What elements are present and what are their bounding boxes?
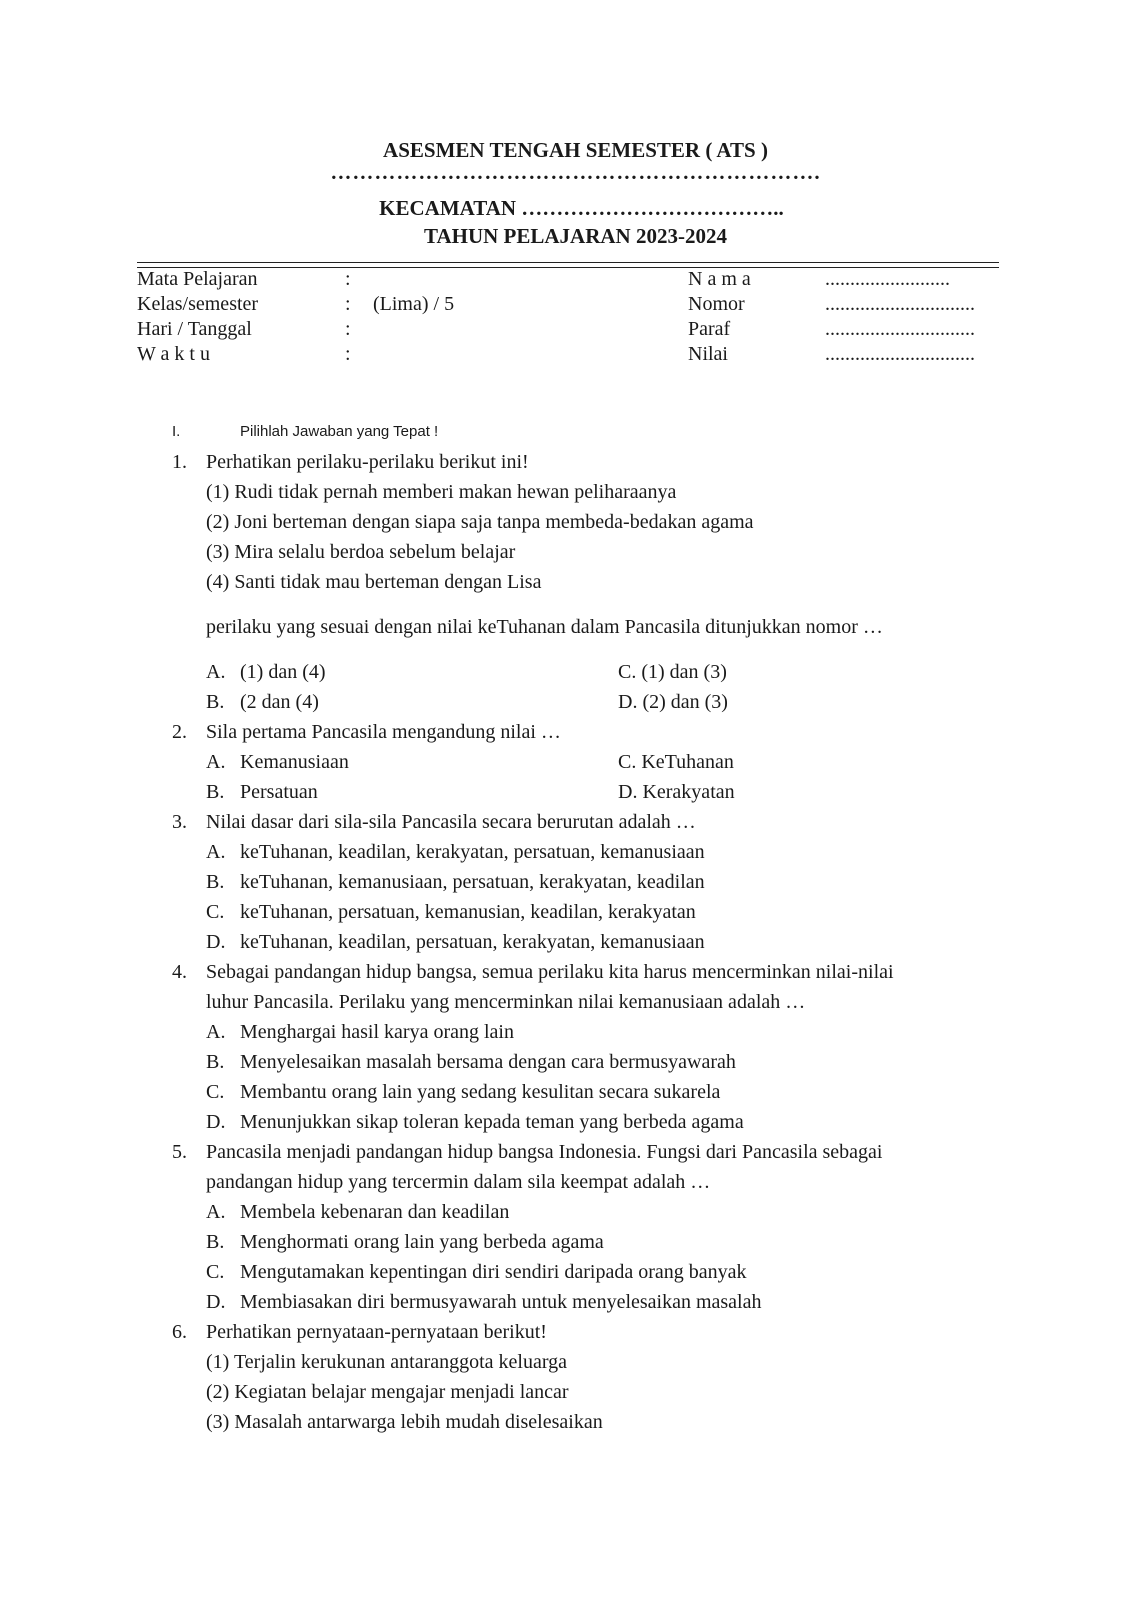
info-label-date: Hari / Tanggal (137, 318, 252, 340)
question-1-option-a: (1) dan (4) (240, 661, 326, 683)
question-6-number: 6. (172, 1321, 187, 1343)
option-text: (2) dan (3) (642, 691, 728, 713)
info-label-name: N a m a (688, 268, 751, 290)
option-letter: D. (206, 1291, 226, 1313)
info-blank-name: ......................... (825, 268, 950, 290)
school-name-blank: …………………………………………………………. (330, 160, 821, 184)
question-1-statement: (2) Joni berteman dengan siapa saja tanpa membeda-bedakan agama (206, 511, 754, 533)
question-5-option-c: Mengutamakan kepentingan diri sendiri daripada orang banyak (240, 1261, 747, 1283)
option-letter: C. (206, 1261, 225, 1283)
question-1-number: 1. (172, 451, 187, 473)
question-1-option-d (618, 689, 728, 715)
info-blank-signature: .............................. (825, 318, 975, 340)
question-3-option-d: keTuhanan, keadilan, persatuan, kerakyatan, kemanusiaan (240, 931, 705, 953)
section-number: I. (172, 423, 181, 440)
question-2-option-b: Persatuan (240, 781, 318, 803)
question-1-statement: (1) Rudi tidak pernah memberi makan hewan peliharaanya (206, 481, 677, 503)
section-title: Pilihlah Jawaban yang Tepat ! (240, 423, 439, 440)
option-letter: C. (206, 1081, 225, 1103)
question-6-statement: (1) Terjalin kerukunan antaranggota keluarga (206, 1351, 568, 1373)
info-blank-score: .............................. (825, 343, 975, 365)
option-letter: D. (206, 1111, 226, 1133)
question-4-option-c: Membantu orang lain yang sedang kesulitan secara sukarela (240, 1081, 721, 1103)
question-1-option-c (618, 659, 727, 685)
question-3-text: Nilai dasar dari sila-sila Pancasila secara berurutan adalah … (206, 811, 696, 833)
option-letter: B. (206, 691, 225, 713)
question-5-text: pandangan hidup yang tercermin dalam sila keempat adalah … (206, 1171, 711, 1193)
question-1-prompt: perilaku yang sesuai dengan nilai keTuhanan dalam Pancasila ditunjukkan nomor … (206, 616, 883, 638)
question-2-option-a: Kemanusiaan (240, 751, 349, 773)
question-6-statement: (3) Masalah antarwarga lebih mudah diselesaikan (206, 1411, 603, 1433)
info-value-class: (Lima) / 5 (373, 293, 455, 315)
option-letter: B. (206, 871, 225, 893)
question-1-statement: (3) Mira selalu berdoa sebelum belajar (206, 541, 516, 563)
question-3-number: 3. (172, 811, 187, 833)
question-1-text: Perhatikan perilaku-perilaku berikut ini! (206, 451, 529, 473)
option-letter: A. (206, 661, 226, 683)
info-label-signature: Paraf (688, 318, 731, 340)
question-4-text: Sebagai pandangan hidup bangsa, semua perilaku kita harus mencerminkan nilai-nilai (206, 961, 894, 983)
question-5-option-d: Membiasakan diri bermusyawarah untuk menyelesaikan masalah (240, 1291, 762, 1313)
option-letter: D. (206, 931, 226, 953)
question-4-text: luhur Pancasila. Perilaku yang mencerminkan nilai kemanusiaan adalah … (206, 991, 806, 1013)
question-1-option-b: (2 dan (4) (240, 691, 319, 713)
option-letter: B. (206, 781, 225, 803)
option-letter: B. (206, 1231, 225, 1253)
info-label-number: Nomor (688, 293, 745, 315)
question-5-option-b: Menghormati orang lain yang berbeda agama (240, 1231, 604, 1253)
option-letter: A. (206, 841, 226, 863)
option-letter: D. (618, 781, 638, 803)
question-4-number: 4. (172, 961, 187, 983)
question-3-option-c: keTuhanan, persatuan, kemanusian, keadilan, kerakyatan (240, 901, 696, 923)
info-label-subject: Mata Pelajaran (137, 268, 258, 290)
info-colon: : (345, 268, 351, 290)
question-2-text: Sila pertama Pancasila mengandung nilai … (206, 721, 561, 743)
academic-year: TAHUN PELAJARAN 2023-2024 (424, 224, 727, 248)
option-letter: C. (618, 661, 637, 683)
info-colon: : (345, 293, 351, 315)
option-letter: C. (206, 901, 225, 923)
question-3-option-b: keTuhanan, kemanusiaan, persatuan, kerakyatan, keadilan (240, 871, 705, 893)
option-letter: A. (206, 1201, 226, 1223)
option-text: (1) dan (3) (641, 661, 727, 683)
info-colon: : (345, 343, 351, 365)
option-letter: A. (206, 1021, 226, 1043)
question-4-option-d: Menunjukkan sikap toleran kepada teman yang berbeda agama (240, 1111, 744, 1133)
option-letter: A. (206, 751, 226, 773)
question-6-text: Perhatikan pernyataan-pernyataan berikut! (206, 1321, 547, 1343)
option-letter: B. (206, 1051, 225, 1073)
question-1-statement: (4) Santi tidak mau berteman dengan Lisa (206, 571, 542, 593)
info-colon: : (345, 318, 351, 340)
question-4-option-a: Menghargai hasil karya orang lain (240, 1021, 514, 1043)
option-text: KeTuhanan (641, 751, 734, 773)
question-6-statement: (2) Kegiatan belajar mengajar menjadi lancar (206, 1381, 569, 1403)
info-blank-number: .............................. (825, 293, 975, 315)
option-text: Kerakyatan (642, 781, 735, 803)
option-letter: D. (618, 691, 638, 713)
option-letter: C. (618, 751, 637, 773)
question-3-option-a: keTuhanan, keadilan, kerakyatan, persatuan, kemanusiaan (240, 841, 705, 863)
info-label-class: Kelas/semester (137, 293, 259, 315)
question-2-option-d (618, 779, 735, 805)
question-2-option-c (618, 749, 734, 775)
exam-title: ASESMEN TENGAH SEMESTER ( ATS ) (383, 138, 768, 162)
info-label-score: Nilai (688, 343, 728, 365)
question-5-number: 5. (172, 1141, 187, 1163)
header-divider-top (137, 262, 999, 263)
info-label-time: W a k t u (137, 343, 210, 365)
question-5-text: Pancasila menjadi pandangan hidup bangsa Indonesia. Fungsi dari Pancasila sebagai (206, 1141, 883, 1163)
question-5-option-a: Membela kebenaran dan keadilan (240, 1201, 510, 1223)
question-2-number: 2. (172, 721, 187, 743)
question-4-option-b: Menyelesaikan masalah bersama dengan cara bermusyawarah (240, 1051, 736, 1073)
district-line: KECAMATAN ……………………………….. (379, 196, 784, 220)
